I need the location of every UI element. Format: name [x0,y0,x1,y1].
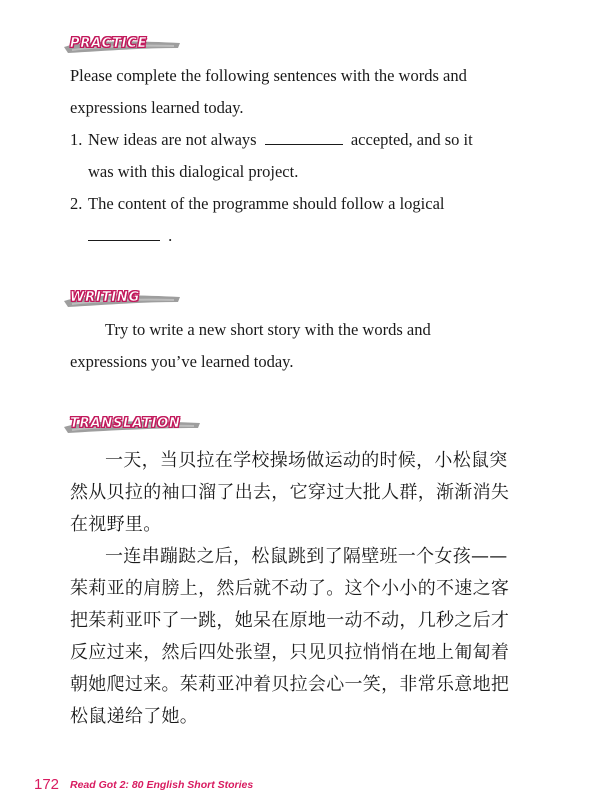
answer-blank-2[interactable] [88,226,160,241]
translation-line: 一连串蹦跶之后，松鼠跳到了隔壁班一个女孩—— [105,546,508,567]
writing-label: WRITING [70,290,141,305]
question-1-text-a: New ideas are not always [88,130,257,149]
question-1-number: 1. [70,130,83,149]
question-2-line1: The content of the programme should follow a logical [88,194,445,213]
practice-intro-line1: Please complete the following sentences with the words and [70,66,467,85]
page-number: 172 [34,776,60,793]
question-2-end: . [168,226,173,245]
translation-line: 反应过来，然后四处张望，只见贝拉悄悄在地上匍匐着 [70,642,510,663]
question-2-number: 2. [70,194,83,213]
answer-blank-1[interactable] [265,130,343,145]
translation-line: 在视野里。 [70,514,162,535]
translation-line: 松鼠递给了她。 [70,706,199,727]
question-1-line2: was with this dialogical project. [88,162,299,181]
practice-intro-line2: expressions learned today. [70,98,244,117]
translation-line: 茱莉亚的肩膀上，然后就不动了。这个小小的不速之客 [70,578,510,599]
book-title: Read Got 2: 80 English Short Stories [70,779,254,791]
question-2-line2 [88,226,172,246]
writing-line2: expressions you’ve learned today. [70,352,294,371]
translation-line: 把茱莉亚吓了一跳，她呆在原地一动不动，几秒之后才 [70,610,510,631]
translation-line: 朝她爬过来。茱莉亚冲着贝拉会心一笑，非常乐意地把 [70,674,510,695]
translation-label: TRANSLATION [70,416,181,431]
translation-line: 一天，当贝拉在学校操场做运动的时候，小松鼠突 [105,450,508,471]
question-1-text-b: accepted, and so it [350,130,473,149]
writing-line1: Try to write a new short story with the words and [105,320,431,339]
practice-label: PRACTICE [70,36,148,51]
translation-line: 然从贝拉的袖口溜了出去，它穿过大批人群，渐渐消失 [70,482,510,503]
question-1-line1 [88,130,473,150]
